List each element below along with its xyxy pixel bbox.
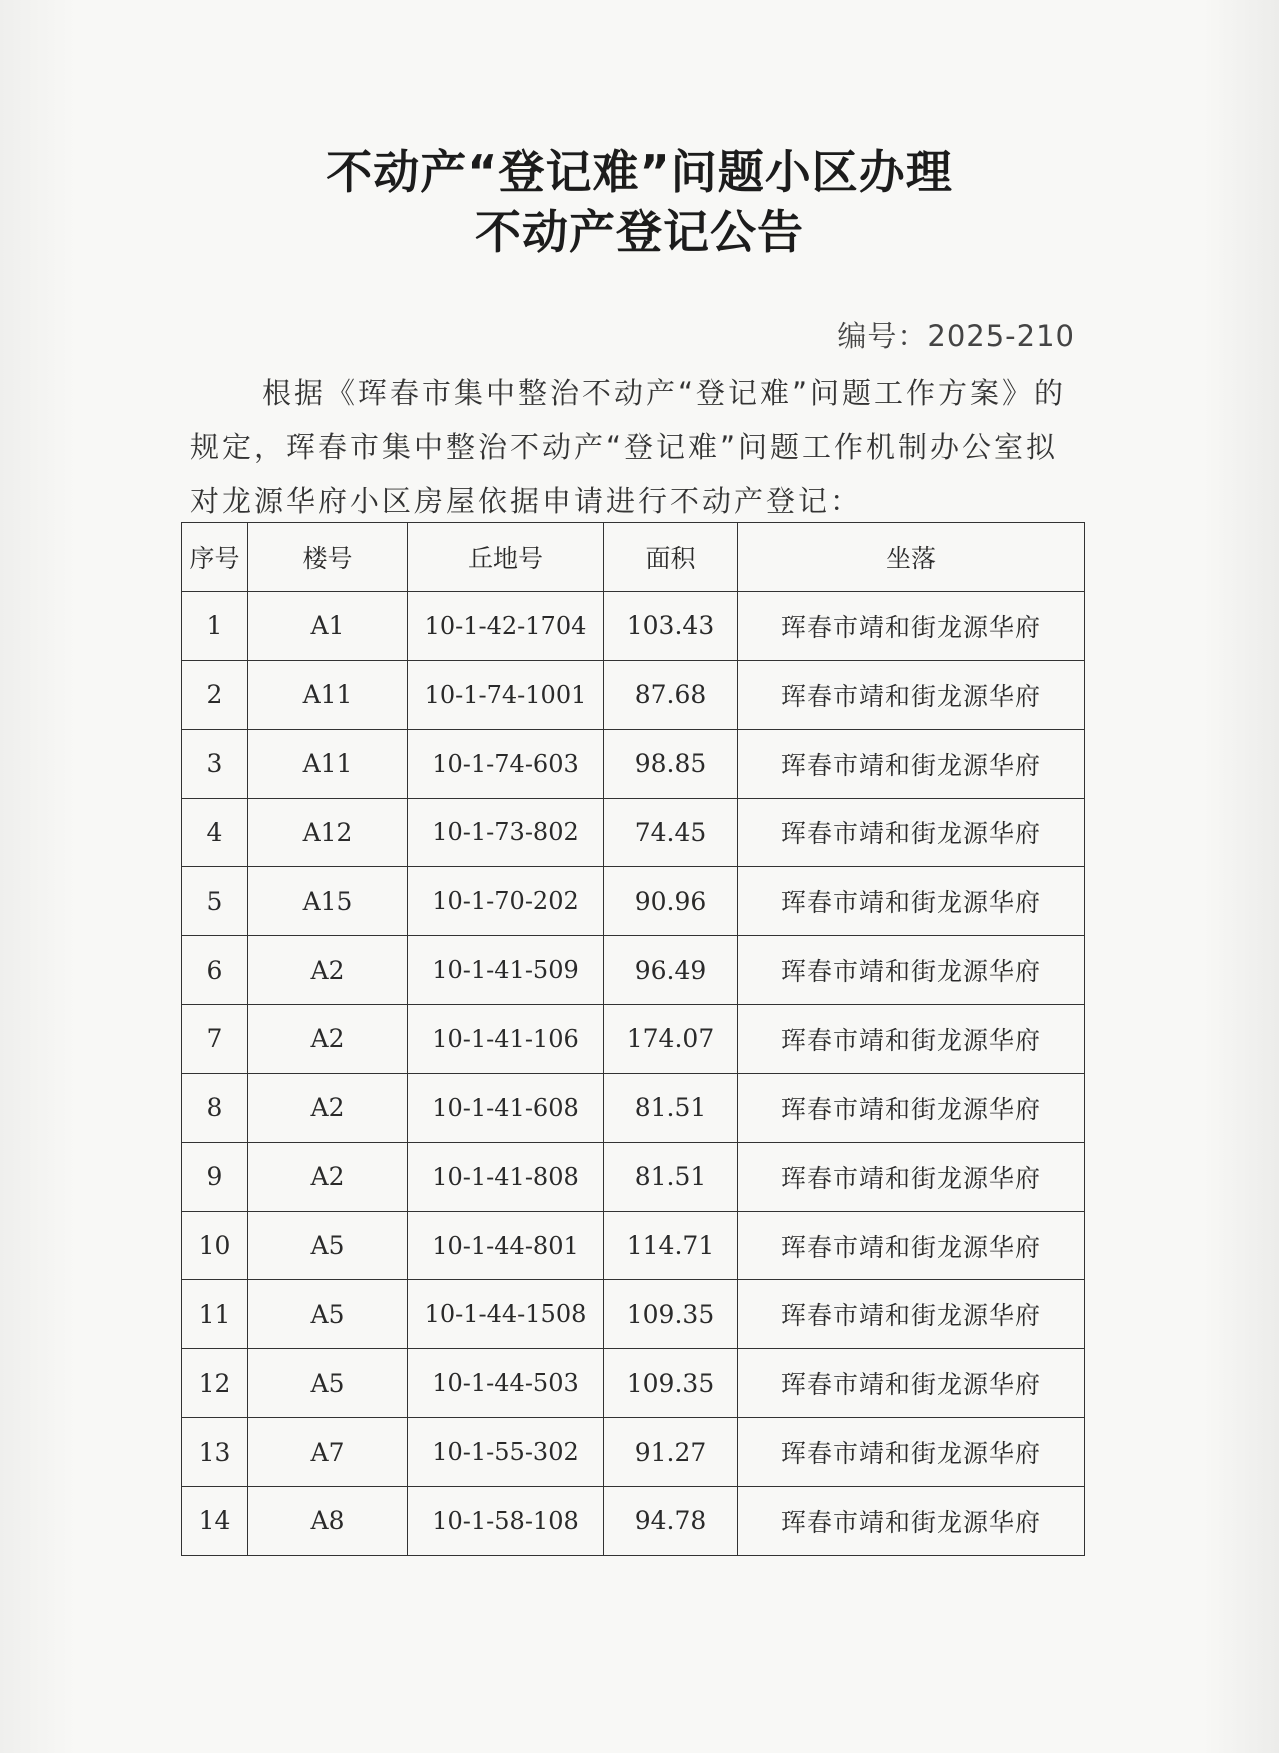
table-row (182, 1486, 1085, 1555)
cell-area: 90.96 (604, 867, 738, 936)
cell-location: 珲春市靖和街龙源华府 (738, 798, 1085, 867)
cell-area: 81.51 (604, 1142, 738, 1211)
table-row (182, 592, 1085, 661)
header-building: 楼号 (248, 523, 408, 592)
cell-lot: 10-1-41-608 (408, 1073, 604, 1142)
cell-lot: 10-1-44-1508 (408, 1280, 604, 1349)
cell-building: A5 (248, 1280, 408, 1349)
table-row (182, 660, 1085, 729)
property-table (181, 522, 1085, 1556)
cell-no: 14 (182, 1486, 248, 1555)
cell-building: A2 (248, 1005, 408, 1074)
cell-lot: 10-1-73-802 (408, 798, 604, 867)
table-header-row (182, 523, 1085, 592)
cell-location: 珲春市靖和街龙源华府 (738, 1005, 1085, 1074)
cell-building: A5 (248, 1349, 408, 1418)
cell-no: 6 (182, 936, 248, 1005)
intro-paragraph: 根据《珲春市集中整治不动产“登记难”问题工作方案》的规定，珲春市集中整治不动产“登记难”问题工作机制办公室拟对龙源华府小区房屋依据申请进行不动产登记： (190, 376, 1067, 518)
cell-building: A12 (248, 798, 408, 867)
cell-no: 1 (182, 592, 248, 661)
table-row (182, 1418, 1085, 1487)
cell-lot: 10-1-44-801 (408, 1211, 604, 1280)
cell-building: A15 (248, 867, 408, 936)
cell-building: A11 (248, 729, 408, 798)
header-location: 坐落 (738, 523, 1085, 592)
table-row (182, 1280, 1085, 1349)
document-number: 编号：2025-210 (837, 319, 1075, 353)
cell-area: 103.43 (604, 592, 738, 661)
cell-building: A5 (248, 1211, 408, 1280)
table-row (182, 1073, 1085, 1142)
cell-location: 珲春市靖和街龙源华府 (738, 660, 1085, 729)
cell-lot: 10-1-74-603 (408, 729, 604, 798)
table-row (182, 867, 1085, 936)
cell-no: 10 (182, 1211, 248, 1280)
cell-area: 98.85 (604, 729, 738, 798)
notice-title-line2: 不动产登记公告 (475, 205, 804, 259)
table-row (182, 729, 1085, 798)
cell-location: 珲春市靖和街龙源华府 (738, 1280, 1085, 1349)
cell-area: 96.49 (604, 936, 738, 1005)
cell-no: 13 (182, 1418, 248, 1487)
cell-lot: 10-1-44-503 (408, 1349, 604, 1418)
cell-no: 2 (182, 660, 248, 729)
cell-area: 109.35 (604, 1280, 738, 1349)
cell-building: A8 (248, 1486, 408, 1555)
cell-lot: 10-1-55-302 (408, 1418, 604, 1487)
header-no: 序号 (182, 523, 248, 592)
cell-no: 5 (182, 867, 248, 936)
cell-lot: 10-1-74-1001 (408, 660, 604, 729)
cell-lot: 10-1-58-108 (408, 1486, 604, 1555)
cell-location: 珲春市靖和街龙源华府 (738, 936, 1085, 1005)
cell-area: 94.78 (604, 1486, 738, 1555)
cell-area: 114.71 (604, 1211, 738, 1280)
table-row (182, 1142, 1085, 1211)
cell-building: A2 (248, 1073, 408, 1142)
cell-area: 87.68 (604, 660, 738, 729)
cell-location: 珲春市靖和街龙源华府 (738, 1142, 1085, 1211)
header-lot: 丘地号 (408, 523, 604, 592)
table-row (182, 936, 1085, 1005)
cell-location: 珲春市靖和街龙源华府 (738, 1211, 1085, 1280)
cell-area: 174.07 (604, 1005, 738, 1074)
table-row (182, 1349, 1085, 1418)
cell-no: 7 (182, 1005, 248, 1074)
notice-title-line1: 不动产“登记难”问题小区办理 (326, 145, 953, 199)
cell-location: 珲春市靖和街龙源华府 (738, 1486, 1085, 1555)
cell-area: 91.27 (604, 1418, 738, 1487)
cell-building: A1 (248, 592, 408, 661)
cell-no: 3 (182, 729, 248, 798)
header-area: 面积 (604, 523, 738, 592)
table-row (182, 798, 1085, 867)
cell-building: A7 (248, 1418, 408, 1487)
cell-lot: 10-1-41-509 (408, 936, 604, 1005)
table-row (182, 1211, 1085, 1280)
cell-no: 8 (182, 1073, 248, 1142)
cell-no: 4 (182, 798, 248, 867)
cell-lot: 10-1-42-1704 (408, 592, 604, 661)
cell-location: 珲春市靖和街龙源华府 (738, 592, 1085, 661)
cell-area: 74.45 (604, 798, 738, 867)
cell-no: 9 (182, 1142, 248, 1211)
cell-lot: 10-1-41-808 (408, 1142, 604, 1211)
cell-location: 珲春市靖和街龙源华府 (738, 867, 1085, 936)
cell-no: 11 (182, 1280, 248, 1349)
cell-area: 109.35 (604, 1349, 738, 1418)
cell-location: 珲春市靖和街龙源华府 (738, 1418, 1085, 1487)
cell-building: A2 (248, 936, 408, 1005)
cell-lot: 10-1-70-202 (408, 867, 604, 936)
cell-no: 12 (182, 1349, 248, 1418)
cell-building: A2 (248, 1142, 408, 1211)
cell-location: 珲春市靖和街龙源华府 (738, 1349, 1085, 1418)
cell-area: 81.51 (604, 1073, 738, 1142)
cell-lot: 10-1-41-106 (408, 1005, 604, 1074)
cell-location: 珲春市靖和街龙源华府 (738, 729, 1085, 798)
cell-building: A11 (248, 660, 408, 729)
cell-location: 珲春市靖和街龙源华府 (738, 1073, 1085, 1142)
table-row (182, 1005, 1085, 1074)
